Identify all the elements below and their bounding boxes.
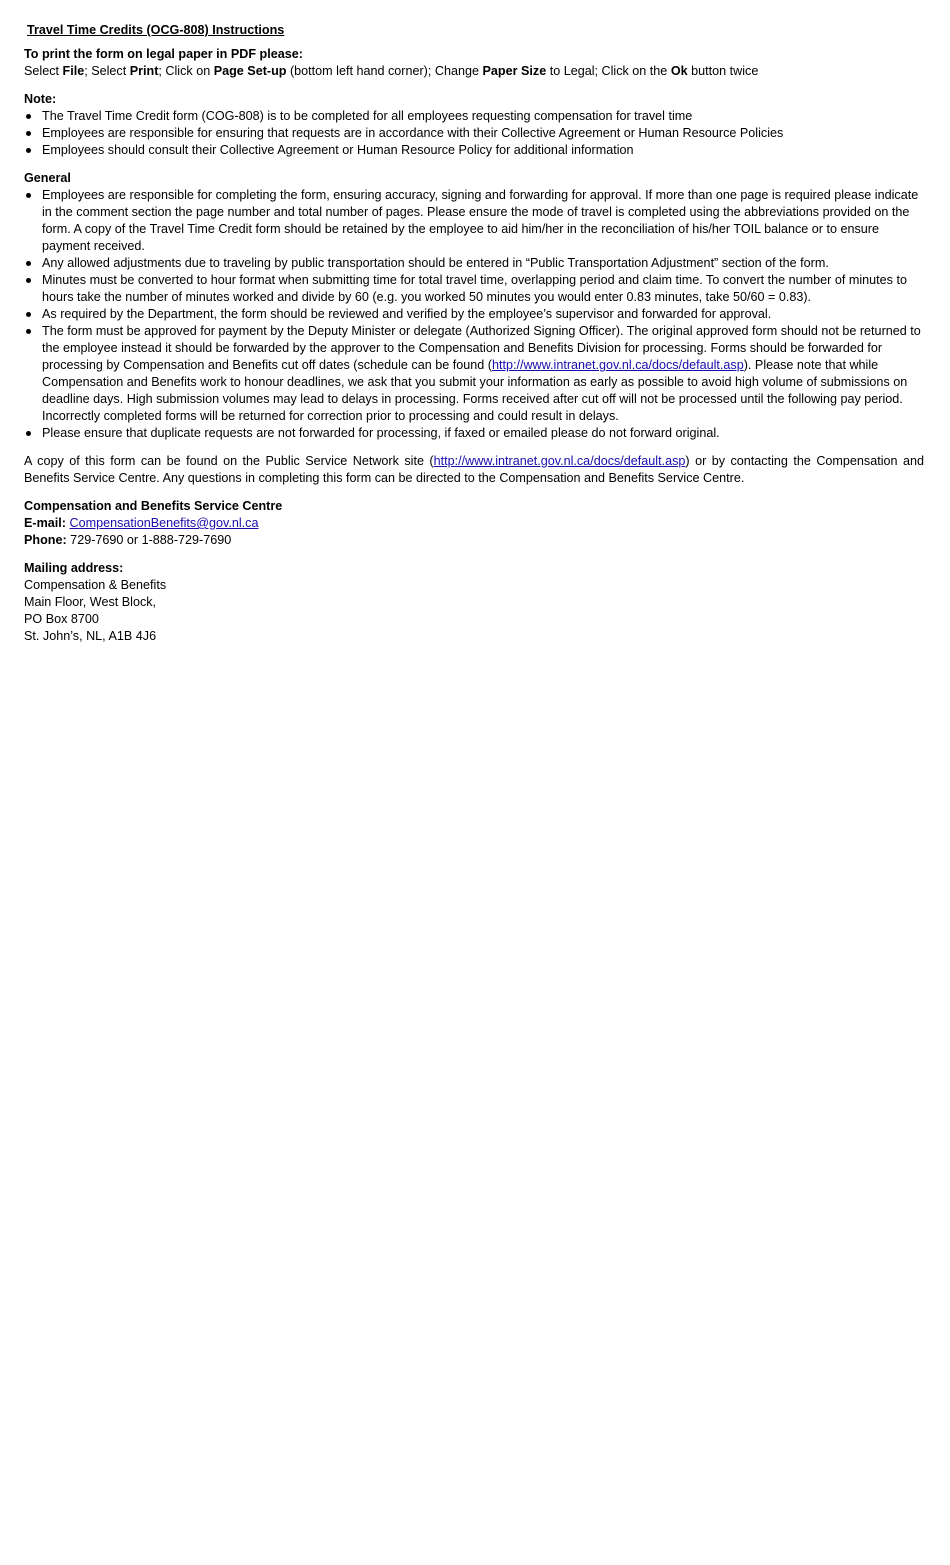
print-instructions [24, 63, 924, 80]
address-line: PO Box 8700 [24, 612, 99, 626]
phone-label: Phone: [24, 533, 67, 547]
email-link[interactable]: CompensationBenefits@gov.nl.ca [69, 516, 259, 530]
item-text: ). Please note that while Compensation and Benefits work to honour deadlines, we ask that you submit your information as early as possible to avoid high volume of submissions on deadline days. High submission volumes may lead to delays in processing. Forms received after cut off will not be processed until the following pay period. Incorrectly completed forms will be returned for correction prior to processing and could result in delays. [42, 358, 908, 423]
list-item: Employees should consult their Collective Agreement or Human Resource Policy for additional information [24, 142, 924, 159]
note-list [24, 108, 924, 159]
list-item: The Travel Time Credit form (COG-808) is to be completed for all employees requesting compensation for travel time [24, 108, 924, 125]
intranet-link[interactable]: http://www.intranet.gov.nl.ca/docs/default.asp [433, 454, 686, 468]
copy-paragraph [24, 453, 924, 487]
phone-line [24, 532, 924, 549]
address-line: Main Floor, West Block, [24, 595, 157, 609]
list-item: Employees are responsible for completing the form, ensuring accuracy, signing and forwarding for approval. If more than one page is required please indicate in the comment section the page number and total number of pages. Please ensure the mode of travel is completed using the abbreviations provided on the form. A copy of the Travel Time Credit form should be retained by the employee to aid him/her in the reconciliation of his/her TOIL balance or to ensure payment received. [24, 187, 924, 255]
address-line: Compensation & Benefits [24, 578, 167, 592]
copy-text: A copy of this form can be found on the Public Service Network site ( [24, 454, 434, 468]
contact-heading: Compensation and Benefits Service Centre [24, 499, 283, 513]
print-heading: To print the form on legal paper in PDF please: [24, 47, 303, 61]
print-keyword-paper-size: Paper Size [482, 64, 547, 78]
print-keyword-file: File [62, 64, 85, 78]
list-item: Any allowed adjustments due to traveling by public transportation should be entered in “Public Transportation Adjustment” section of the form. [24, 255, 924, 272]
email-line [24, 515, 924, 532]
list-item: As required by the Department, the form should be reviewed and verified by the employee’s supervisor and forwarded for approval. [24, 306, 924, 323]
list-item: Minutes must be converted to hour format when submitting time for total travel time, overlapping period and claim time. To convert the number of minutes to hours take the number of minutes worked and divide by 60 (e.g. you worked 50 minutes you would enter 0.83 minutes, take 50/60 = 0.83). [24, 272, 924, 306]
print-keyword-page-setup: Page Set-up [213, 64, 287, 78]
print-text: button twice [687, 64, 759, 78]
general-list [24, 187, 924, 442]
print-text: (bottom left hand corner); Change [286, 64, 483, 78]
print-text: Select [24, 64, 63, 78]
copy-text: ) or by contacting the Compensation and Benefits Service Centre. Any questions in completing this form can be directed to the Compensation and Benefits Service Centre. [24, 454, 924, 485]
item-text: The form must be approved for payment by the Deputy Minister or delegate (Authorized Signing Officer). The original approved form should not be returned to the employee instead it should be forwarded by the approver to the Compensation and Benefits Division for processing. Forms should be forwarded for processing by Compensation and Benefits cut off dates (schedule can be found ( [42, 324, 921, 372]
intranet-link[interactable]: http://www.intranet.gov.nl.ca/docs/default.asp [491, 358, 744, 372]
note-heading: Note: [24, 92, 57, 106]
email-label: E-mail: [24, 516, 66, 530]
document-page [24, 22, 924, 645]
list-item: Employees are responsible for ensuring that requests are in accordance with their Collective Agreement or Human Resource Policies [24, 125, 924, 142]
print-keyword-ok: Ok [670, 64, 688, 78]
general-heading: General [24, 171, 71, 185]
page-title: Travel Time Credits (OCG-808) Instructions [27, 23, 285, 37]
list-item: Please ensure that duplicate requests are not forwarded for processing, if faxed or emailed please do not forward original. [24, 425, 924, 442]
address-line: St. John’s, NL, A1B 4J6 [24, 629, 157, 643]
print-text: to Legal; Click on the [546, 64, 671, 78]
mailing-heading: Mailing address: [24, 561, 124, 575]
print-keyword-print: Print [129, 64, 159, 78]
print-text: ; Click on [158, 64, 214, 78]
list-item [24, 323, 924, 425]
phone-value: 729-7690 or 1-888-729-7690 [66, 533, 232, 547]
print-text: ; Select [84, 64, 130, 78]
